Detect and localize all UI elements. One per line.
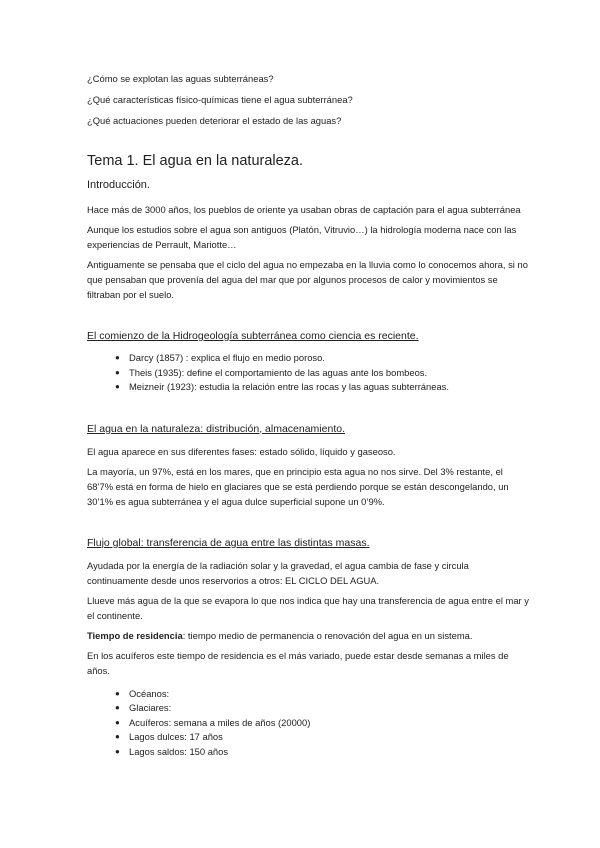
residence-time-term: Tiempo de residencia xyxy=(87,629,183,641)
list-item: ● Meizneir (1923): estudia la relación entre las rocas y las aguas subterráneas. xyxy=(115,380,530,395)
section-heading-flujo-global: Flujo global: transferencia de agua entre las distintas masas. xyxy=(87,536,370,549)
section-heading-distribucion: El agua en la naturaleza: distribución, almacenamiento. xyxy=(87,422,345,435)
list-item: ● Theis (1935): define el comportamiento de las aguas ante los bombeos. xyxy=(115,366,530,381)
intro-heading: Introducción. xyxy=(87,179,150,191)
intro-paragraph-2: Aunque los estudios sobre el agua son antiguos (Platón, Vitruvio…) la hidrología moderna nace con las experiencias de Perrault, Mariotte… xyxy=(87,224,517,250)
history-list xyxy=(87,351,530,395)
distribution-paragraph-2: La mayoría, un 97%, está en los mares, que en principio esta agua no nos sirve. Del 3% restante, el 68’7% está en forma de hielo en glaciares que se está perdiendo porque se están descongelando, un 30’1% es agua subterránea y el agua dulce superficial supone un 0’9%. xyxy=(87,465,509,507)
distribution-paragraph-1: El agua aparece en sus diferentes fases: estado sólido, líquido y gaseoso. xyxy=(87,445,396,457)
list-item: ● Acuíferos: semana a miles de años (20000) xyxy=(115,716,530,731)
list-item: ● Lagos saldos: 150 años xyxy=(115,745,530,760)
section-heading-hidrogeologia: El comienzo de la Hidrogeología subterránea como ciencia es reciente. xyxy=(87,330,419,342)
question-1: ¿Cómo se explotan las aguas subterráneas? xyxy=(87,73,274,84)
residence-time-text: : tiempo medio de permanencia o renovación del agua en un sistema. xyxy=(182,629,473,641)
list-item: ● Lagos dulces: 17 años xyxy=(115,730,530,745)
list-item: ● Océanos: xyxy=(115,687,530,702)
intro-paragraph-1: Hace más de 3000 años, los pueblos de oriente ya usaban obras de captación para el agua subterránea xyxy=(87,204,521,215)
flow-paragraph-2: Llueve más agua de la que se evapora lo que nos indica que hay una transferencia de agua entre el mar y el continente. xyxy=(87,594,529,621)
residence-list xyxy=(87,687,530,760)
residence-time-definition xyxy=(87,628,530,643)
question-3: ¿Qué actuaciones pueden deteriorar el estado de las aguas? xyxy=(87,115,342,126)
list-item: ● Darcy (1857) : explica el flujo en medio poroso. xyxy=(115,351,530,366)
aquifer-paragraph: En los acuíferos este tiempo de residencia es el más variado, puede estar desde semanas a miles de años. xyxy=(87,649,509,676)
intro-paragraph-3: Antiguamente se pensaba que el ciclo del agua no empezaba en la lluvia como lo conocemos ahora, si no que pensaban que provenía del agua del mar que por algunos procesos de calor y movimientos se filtraban por el suelo. xyxy=(87,259,528,300)
tema-title: Tema 1. El agua en la naturaleza. xyxy=(87,153,304,169)
flow-paragraph-1: Ayudada por la energía de la radiación solar y la gravedad, el agua cambia de fase y circula continuamente desde unos reservorios a otros: EL CICLO DEL AGUA. xyxy=(87,559,469,586)
list-item: ● Glaciares: xyxy=(115,701,530,716)
question-2: ¿Qué características físico-químicas tiene el agua subterránea? xyxy=(87,94,353,105)
